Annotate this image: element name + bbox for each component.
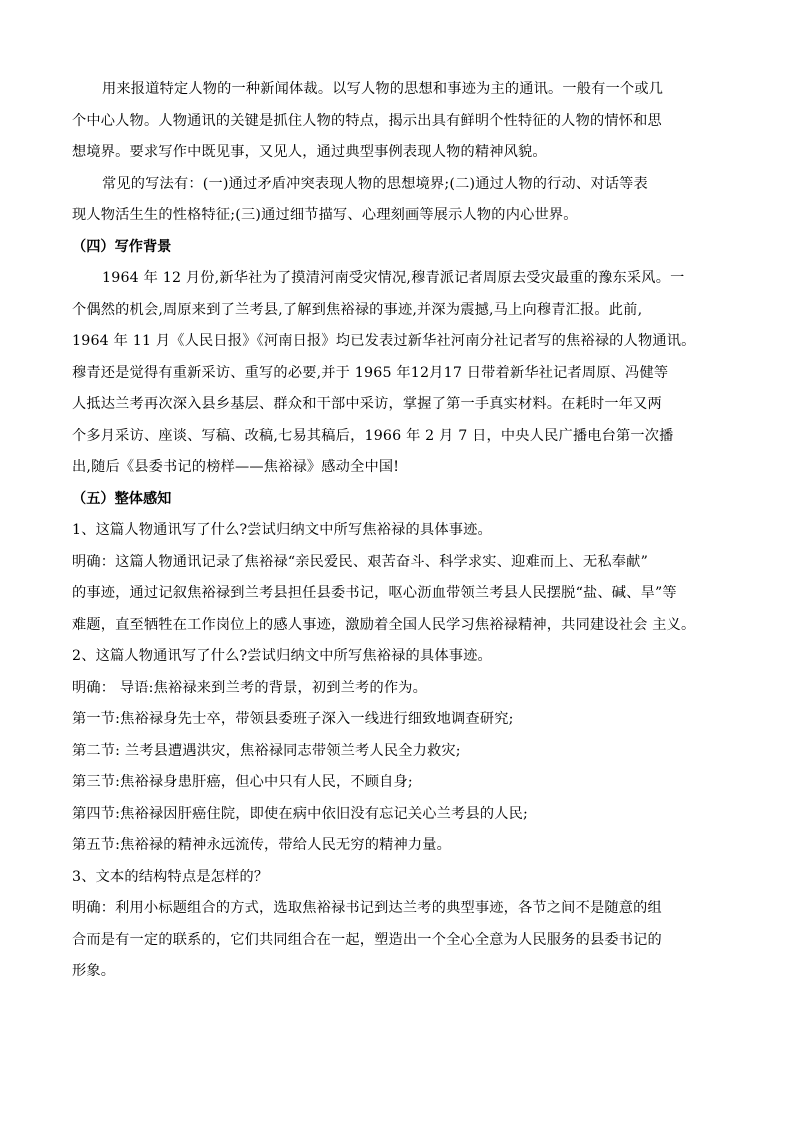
text-line: 个中心人物。人物通讯的关键是抓住人物的特点，揭示出具有鲜明个性特征的人物的情怀和思 — [72, 112, 662, 129]
intro-paragraph-1 — [72, 74, 752, 169]
text-line: 的事迹，通过记叙焦裕禄到兰考县担任县委书记，呕心沥血带领兰考县人民摆脱“盐、碱、旱”等 — [72, 585, 677, 601]
text-line: 人抵达兰考再次深入县乡基层、群众和干部中采访，掌握了第一手真实材料。在耗时一年又两 — [72, 396, 662, 412]
background-paragraph — [72, 263, 752, 484]
question-2: 2、这篇人物通讯写了什么?尝试归纳文中所写焦裕禄的具体事迹。 — [72, 648, 492, 664]
text-line: 难题，直至牺牲在工作岗位上的感人事迹，激励着全国人民学习焦裕禄精神，共同建设社会 主义。 — [72, 616, 696, 633]
text-line: 个偶然的机会,周原来到了兰考县,了解到焦裕禄的事迹,并深为震撼,马上向穆青汇报。此前, — [72, 301, 643, 318]
text-line: 出,随后《县委书记的榜样——焦裕禄》感动全中国! — [72, 459, 400, 475]
text-line: 个多月采访、座谈、写稿、改稿,七易其稿后，1966 年 2 月 7 日，中央人民广播电台第一次播 — [72, 427, 674, 444]
text-line: 1964 年 12 月份,新华社为了摸清河南受灾情况,穆青派记者周原去受灾最重的豫东采风。一 — [102, 270, 685, 286]
answer-3 — [72, 893, 752, 988]
text-line: 第五节:焦裕禄的精神永远流传，带给人民无穷的精神力量。 — [72, 837, 452, 853]
text-line: 第二节: 兰考县遭遇洪灾，焦裕禄同志带领兰考人民全力救灾; — [72, 742, 461, 759]
text-line: 1964 年 11 月《人民日报》《河南日报》均已发表过新华社河南分社记者写的焦裕禄的人物通讯。 — [72, 333, 696, 349]
question-3: 3、文本的结构特点是怎样的？ — [72, 868, 269, 885]
text-line: 第四节:焦裕禄因肝癌住院，即使在病中依旧没有忘记关心兰考县的人民; — [72, 805, 528, 822]
text-line: 第三节:焦裕禄身患肝癌，但心中只有人民，不顾自身; — [72, 774, 413, 790]
document-page — [72, 74, 752, 988]
section-heading-background: （四）写作背景 — [72, 238, 172, 255]
section-heading-overall: （五）整体感知 — [72, 490, 172, 507]
answer-1 — [72, 547, 752, 642]
text-line: 明确：利用小标题组合的方式，选取焦裕禄书记到达兰考的典型事迹，各节之间不是随意的组 — [72, 900, 662, 916]
text-line: 想境界。要求写作中既见事，又见人，通过典型事例表现人物的精神风貌。 — [72, 144, 547, 160]
intro-paragraph-2 — [72, 169, 752, 232]
text-line: 合而是有一定的联系的，它们共同组合在一起，塑造出一个全心全意为人民服务的县委书记的 — [72, 931, 662, 948]
text-line: 穆青还是觉得有重新采访、重写的必要,并于 1965 年12月17 日带着新华社记者周原、冯健等 — [72, 364, 669, 381]
text-line: 明确： 导语:焦裕禄来到兰考的背景，初到兰考的作为。 — [72, 679, 427, 696]
text-line: 用来报道特定人物的一种新闻体裁。以写人物的思想和事迹为主的通讯。一般有一个或几 — [102, 81, 664, 97]
question-1: 1、这篇人物通讯写了什么?尝试归纳文中所写焦裕禄的具体事迹。 — [72, 522, 492, 538]
text-line: 明确：这篇人物通讯记录了焦裕禄“亲民爱民、艰苦奋斗、科学求实、迎难而上、无私奉献” — [72, 553, 649, 570]
text-line: 现人物活生生的性格特征;(三)通过细节描写、心理刻画等展示人物的内心世界。 — [72, 207, 578, 223]
answer-2 — [72, 673, 752, 862]
text-line: 常见的写法有：(一)通过矛盾冲突表现人物的思想境界;(二)通过人物的行动、对话等表 — [102, 175, 648, 192]
text-line: 形象。 — [72, 963, 116, 979]
text-line: 第一节:焦裕禄身先士卒，带领县委班子深入一线进行细致地调查研究; — [72, 711, 514, 727]
